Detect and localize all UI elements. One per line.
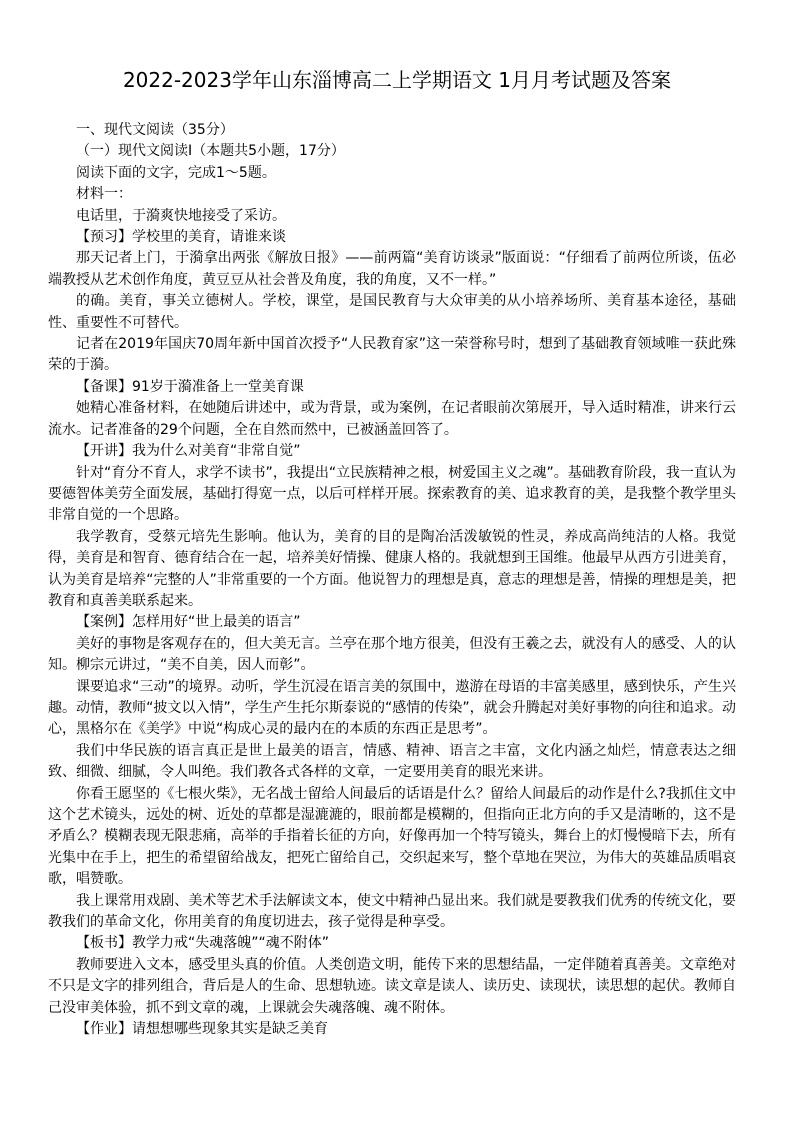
paragraph: 记者在2019年国庆70周年新中国首次授予“人民教育家”这一荣誉称号时，想到了基础教育领域唯一获此殊荣的于漪。 bbox=[48, 336, 736, 374]
paragraph: 我学教育，受蔡元培先生影响。他认为，美育的目的是陶冶活泼敏锐的性灵，养成高尚纯洁的人格。我觉得，美育是和智育、德育结合在一起，培养美好情操、健康人格的。我就想到王国维。他最早从西方引进美育，认为美育是培养“完整的人”非常重要的一个方面。他说智力的理想是真，意志的理想是善，情操的理想是美，把教育和真善美联系起来。 bbox=[48, 528, 736, 609]
paragraph: 一、现代文阅读（35分） bbox=[76, 122, 234, 138]
paragraph: 你看王愿坚的《七根火柴》，无名战士留给人间最后的话语是什么？留给人间最后的动作是什么?我抓住文中这个艺术镜头，远处的树、近处的草都是湿漉漉的，眼前都是模糊的，但指向正北方向的手又是清晰的，这不是矛盾么？模糊表现无限悲痛，高举的手指着长征的方向，好像再加一个特写镜头，舞台上的灯慢慢暗下去，所有光集中在手上，把生的希望留给战友，把死亡留给自己，交织起来写，整个草地在哭泣，为伟大的英雄品质唱哀歌，唱赞歌。 bbox=[48, 785, 736, 888]
paragraph: 【案例】怎样用好“世上最美的语言” bbox=[76, 614, 301, 631]
paragraph: 课要追求“三动”的境界。动听，学生沉浸在语言美的氛围中，遨游在母语的丰富美感里，感到快乐，产生兴趣。动情，教师“披文以入情”，学生产生托尔斯泰说的“感情的传染”，就会升腾起对美好事物的向往和追求。动心，黑格尔在《美学》中说“构成心灵的最内在的本质的东西正是思考”。 bbox=[48, 678, 736, 738]
paragraph: 我们中华民族的语言真正是世上最美的语言，情感、精神、语言之丰富，文化内涵之灿烂，情意表达之细致、细微、细腻，令人叫绝。我们教各式各样的文章，一定要用美育的眼光来讲。 bbox=[48, 742, 736, 781]
paragraph: 针对“育分不育人，求学不读书”，我提出“立民族精神之根，树爱国主义之魂”。基础教育阶段，我一直认为要德智体美劳全面发展，基础打得宽一点，以后可样样开展。探索教育的美、追求教育的美，是我整个教学里头非常自觉的一个思路。 bbox=[48, 464, 736, 524]
paragraph: 电话里，于漪爽快地接受了采访。 bbox=[76, 207, 286, 224]
paragraph: 那天记者上门，于漪拿出两张《解放日报》——前两篇“美育访谈录”版面说：“仔细看了前两位所谈，伍必端教授从艺术创作角度，黄豆豆从社会普及角度，我的角度，又不一样。” bbox=[48, 250, 736, 288]
paragraph: 材料一： bbox=[76, 186, 132, 203]
document-body bbox=[48, 120, 736, 1040]
paragraph: 美好的事物是客观存在的，但大美无言。兰亭在那个地方很美，但没有王羲之去，就没有人的感受、人的认知。柳宗元讲过，“美不自美，因人而彰”。 bbox=[48, 635, 736, 674]
paragraph: 阅读下面的文字，完成1～5题。 bbox=[76, 164, 276, 181]
paragraph: 【作业】请想想哪些现象其实是缺乏美育 bbox=[76, 1021, 328, 1038]
paragraph: 她精心准备材料，在她随后讲述中，或为背景，或为案例，在记者眼前次第展开，导入适时精准，讲来行云流水。记者准备的29个问题，全在自然而然中，已被涵盖回答了。 bbox=[48, 400, 736, 438]
paragraph: 【备课】91岁于漪准备上一堂美育课 bbox=[76, 378, 304, 395]
paragraph: （一）现代文阅读Ⅰ（本题共5小题，17分） bbox=[76, 143, 345, 160]
paragraph: 【板书】教学力戒“失魂落魄”“魂不附体” bbox=[76, 935, 330, 952]
paragraph: 【预习】学校里的美育，请谁来谈 bbox=[76, 229, 286, 246]
paragraph: 【开讲】我为什么对美育“非常自觉” bbox=[76, 443, 301, 460]
paragraph: 的确。美育，事关立德树人。学校，课堂，是国民教育与大众审美的从小培养场所、美育基本途径，基础性、重要性不可替代。 bbox=[48, 293, 736, 331]
paragraph: 我上课常用戏剧、美术等艺术手法解读文本，使文中精神凸显出来。我们就是要教我们优秀的传统文化，要教我们的革命文化，你用美育的角度切进去，孩子觉得是种享受。 bbox=[48, 892, 736, 931]
document-title: 2022-2023学年山东淄博高二上学期语文 1月月考试题及答案 bbox=[122, 68, 672, 92]
paragraph: 教师要进入文本，感受里头真的价值。人类创造文明，能传下来的思想结晶，一定伴随着真善美。文章绝对不只是文字的排列组合，背后是人的生命、思想轨迹。读文章是读人、读历史、读现状，读思想的起伏。教师自己没审美体验，抓不到文章的魂，上课就会失魂落魄、魂不附体。 bbox=[48, 956, 736, 1016]
